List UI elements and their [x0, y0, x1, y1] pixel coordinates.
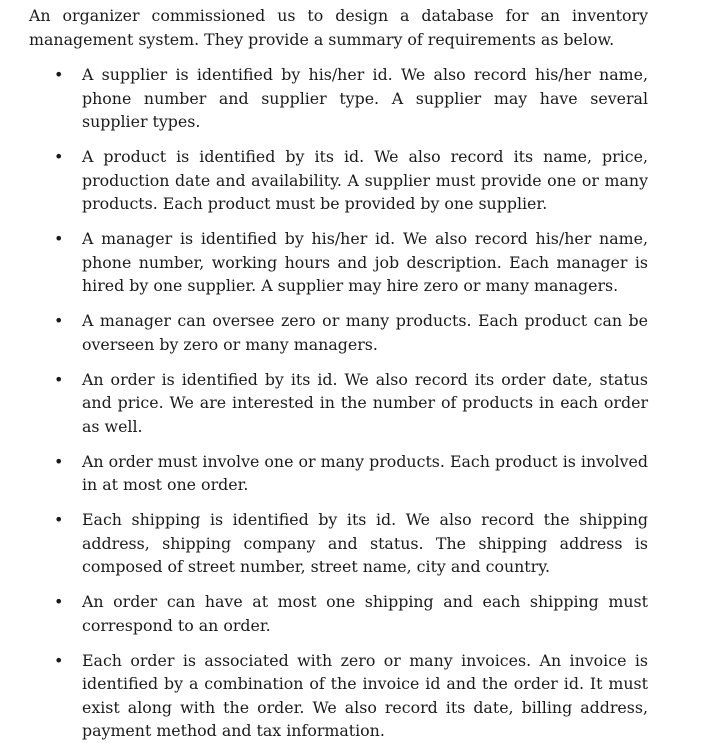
bullet-icon: •	[54, 147, 64, 166]
bullet-icon: •	[54, 592, 64, 611]
bullet-icon: •	[54, 311, 64, 330]
requirement-text: An order must involve one or many products. Each product is involved in at most one order.	[82, 451, 648, 494]
requirements-list	[29, 63, 648, 743]
bullet-icon: •	[54, 229, 64, 248]
requirement-item-order	[29, 368, 648, 439]
bullet-icon: •	[54, 369, 64, 389]
requirement-text: An order is identified by its id. We also record its order date, status and price. We are interested in the number of products in each order as well.	[82, 369, 648, 436]
requirement-item-supplier	[29, 63, 648, 134]
requirement-item-shipping	[29, 508, 648, 579]
intro-paragraph: An organizer commissioned us to design a database for an inventory management system. They provide a summary of requirements as below.	[29, 6, 648, 49]
requirement-item-product	[29, 145, 648, 216]
bullet-icon: •	[54, 451, 64, 471]
requirement-item-manager	[29, 227, 648, 298]
requirement-item-invoice	[29, 649, 648, 743]
requirement-text: Each shipping is identified by its id. We also record the shipping address, shipping company and status. The shipping address is composed of street number, street name, city and country.	[82, 510, 648, 576]
requirement-item-order-products	[29, 450, 648, 497]
requirement-text: A manager can oversee zero or many products. Each product can be overseen by zero or many managers.	[82, 311, 648, 354]
requirement-text: A manager is identified by his/her id. We also record his/her name, phone number, working hours and job description. Each manager is hired by one supplier. A supplier may hire zero or many managers.	[82, 229, 648, 295]
requirement-item-manager-oversee	[29, 309, 648, 356]
requirement-text: A product is identified by its id. We also record its name, price, production date and availability. A supplier must provide one or many products. Each product must be provided by one supplier.	[82, 147, 648, 213]
bullet-icon: •	[54, 65, 64, 84]
requirement-item-order-shipping	[29, 590, 648, 637]
requirement-text: Each order is associated with zero or many invoices. An invoice is identified by a combination of the invoice id and the order id. It must exist along with the order. We also record its date, billing address, payment method and tax information.	[82, 650, 648, 740]
requirement-text: An order can have at most one shipping and each shipping must correspond to an order.	[82, 592, 648, 635]
bullet-icon: •	[54, 510, 64, 529]
requirement-text: A supplier is identified by his/her id. We also record his/her name, phone number and supplier type. A supplier may have several supplier types.	[82, 65, 648, 131]
bullet-icon: •	[54, 650, 64, 670]
